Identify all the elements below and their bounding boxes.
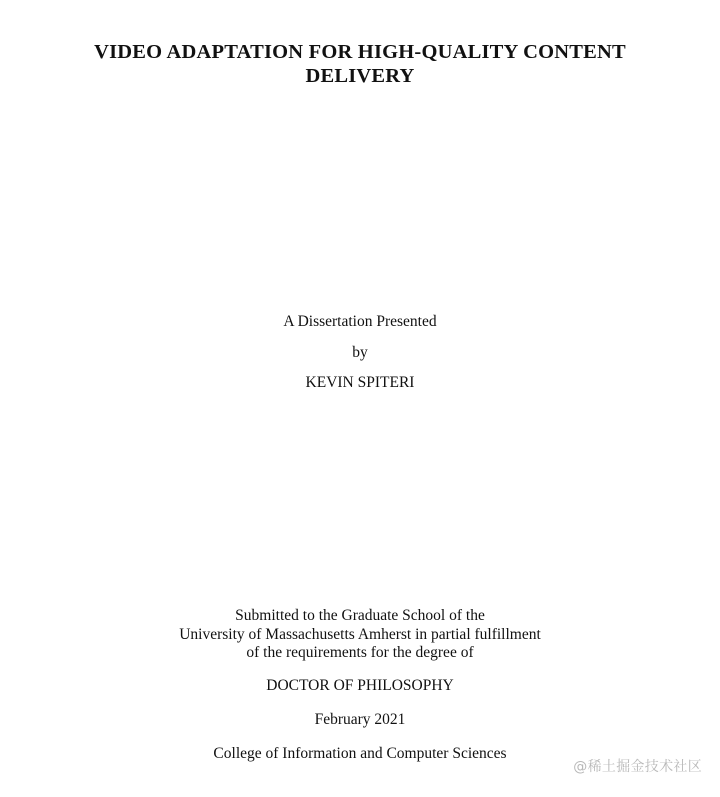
submission-line-2: University of Massachusetts Amherst in partial fulfillment [179,625,541,643]
dissertation-title [60,40,660,88]
submission-line-1: Submitted to the Graduate School of the [235,607,485,624]
presented-line: A Dissertation Presented [283,313,437,330]
college-name: College of Information and Computer Sciences [213,745,507,762]
title-line-1: VIDEO ADAPTATION FOR HIGH-QUALITY CONTENT [94,41,626,63]
submission-date: February 2021 [314,711,406,728]
title-line-2: DELIVERY [305,65,415,87]
submission-line-3: of the requirements for the degree of [246,644,474,661]
by-line: by [352,344,368,361]
degree-name: DOCTOR OF PHILOSOPHY [266,677,454,694]
author-name: KEVIN SPITERI [305,374,415,391]
watermark: @稀土掘金技术社区 [573,759,702,775]
submission-statement [0,607,720,663]
